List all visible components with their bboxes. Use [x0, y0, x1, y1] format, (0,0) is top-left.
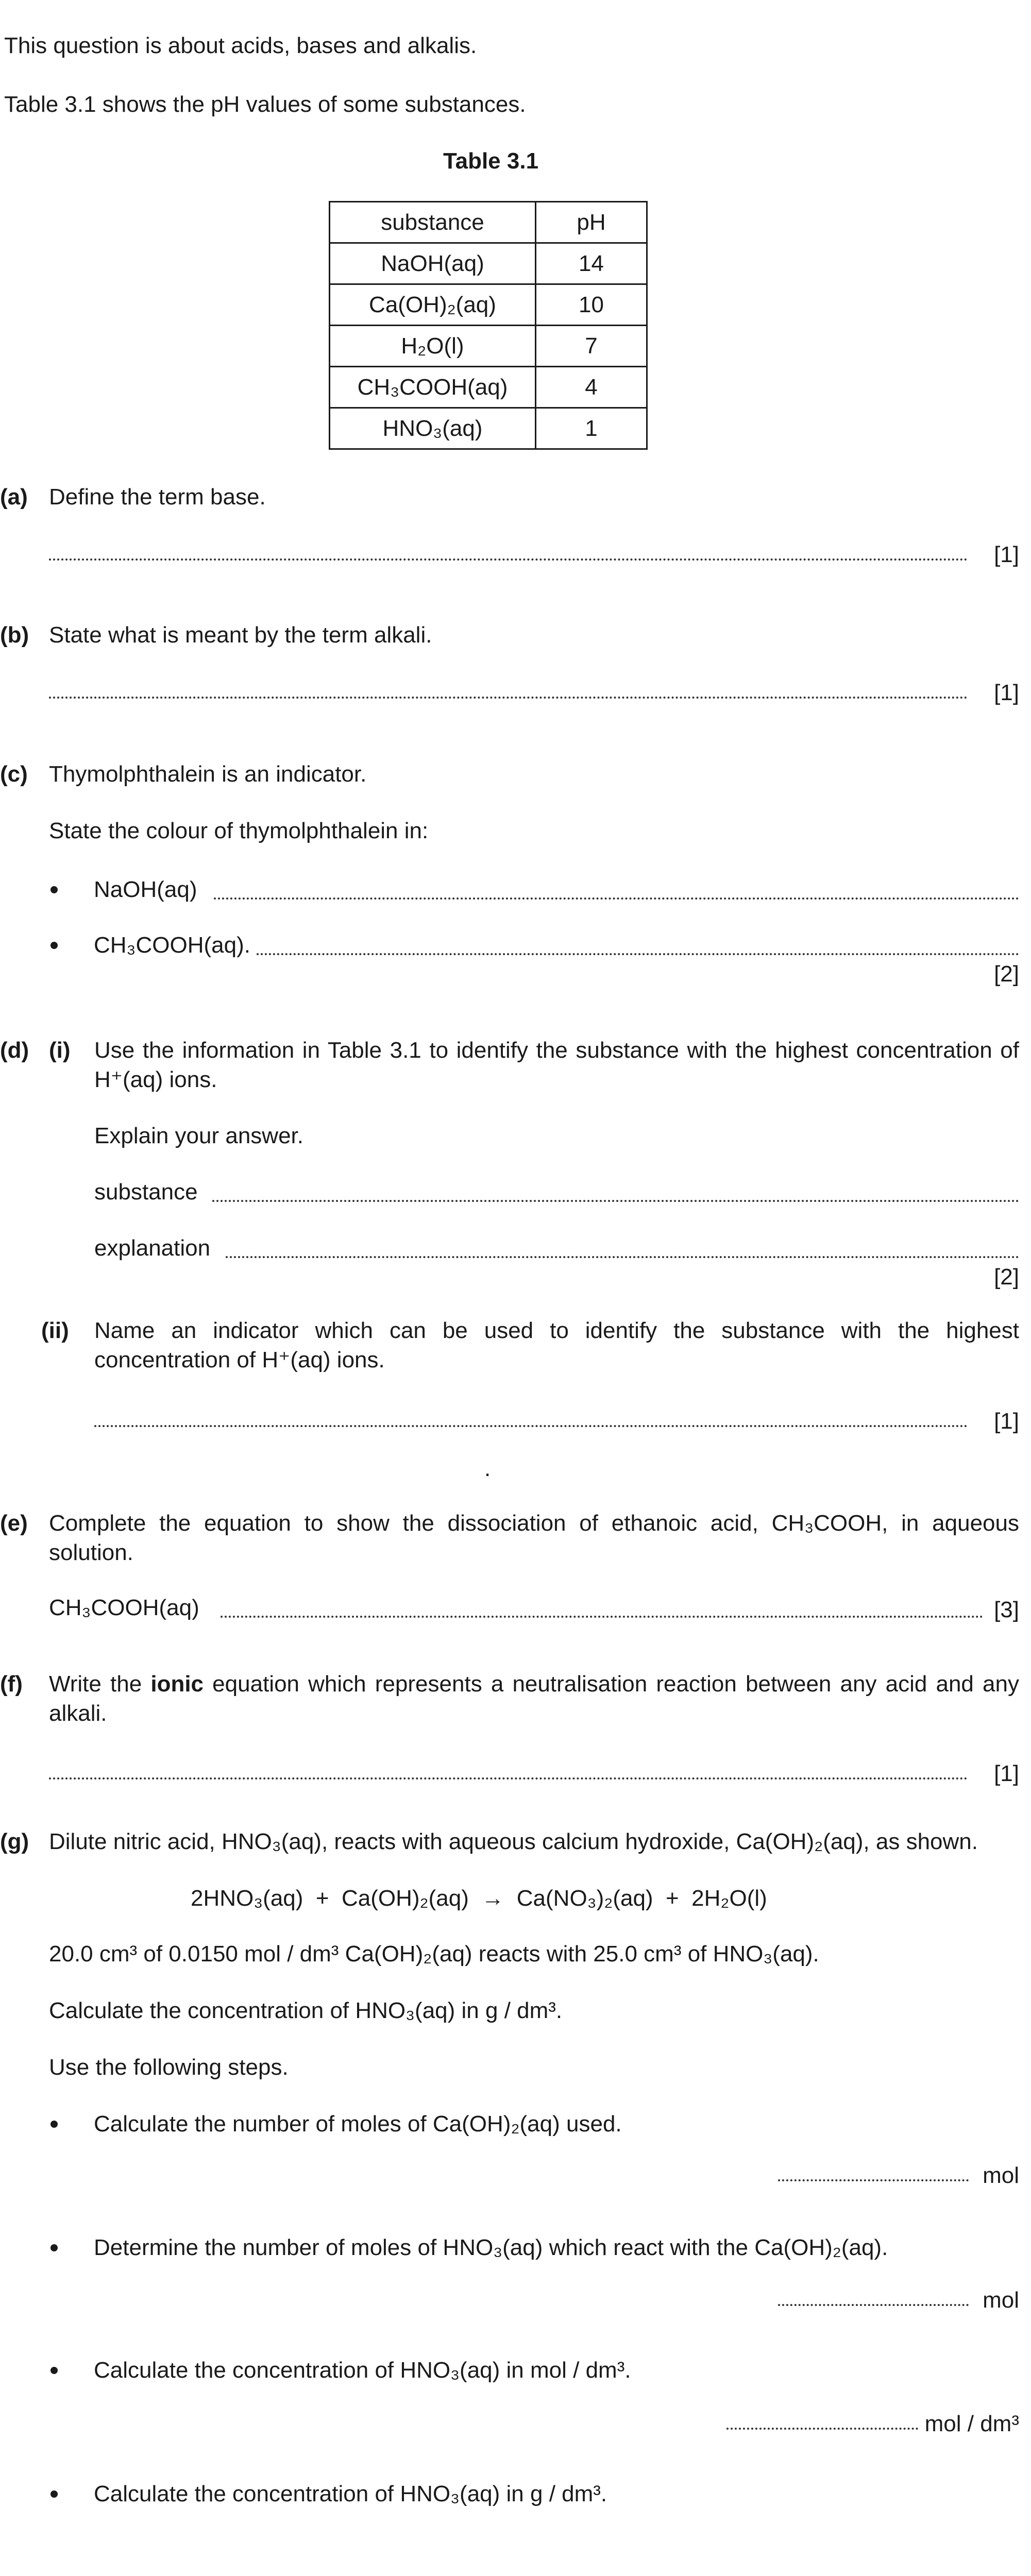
part-d-ii-answer-line[interactable] [94, 1425, 968, 1427]
step-2-answer-line[interactable] [778, 2304, 969, 2306]
part-g-equation: 2HNO₃(aq) + Ca(OH)₂(aq) → Ca(NO₃)₂(aq) + 2H₂O(l) [191, 1886, 767, 1911]
part-g-step-4: Calculate the concentration of HNO₃(aq) in g / dm³. [94, 2481, 607, 2506]
part-a-answer-line[interactable] [49, 558, 968, 561]
table-cell-ph: 10 [536, 284, 647, 326]
step-3-unit: mol / dm³ [924, 2411, 1019, 2436]
table-cell-ph: 7 [536, 326, 647, 367]
part-b-question: State what is meant by the term alkali. [49, 622, 432, 648]
part-c-answer-line-naoh[interactable] [214, 897, 1019, 900]
part-e-question: Complete the equation to show the dissociation of ethanoic acid, CH₃COOH, in aqueous solution. [49, 1511, 1019, 1566]
part-d-ii-marks: [1] [994, 1409, 1019, 1434]
table-cell-substance: H₂O(l) [330, 326, 536, 367]
bullet-icon [50, 886, 58, 893]
part-d-i-question: Use the information in Table 3.1 to identify the substance with the highest concentration of H⁺(aq) ions. [94, 1038, 1019, 1093]
part-f-marks: [1] [994, 1761, 1019, 1786]
part-d-ii-label: (ii) [41, 1318, 69, 1343]
part-c-prompt: State the colour of thymolphthalein in: [49, 818, 429, 843]
substance-label: substance [94, 1179, 198, 1205]
part-c-answer-line-ch3cooh[interactable] [257, 953, 1019, 955]
table-title: Table 3.1 [443, 148, 539, 174]
ph-table [329, 201, 648, 450]
part-f-text-post: equation which represents a neutralisation reaction between any acid and any alkali. [49, 1671, 1020, 1726]
part-g-step-1: Calculate the number of moles of Ca(OH)₂(aq) used. [94, 2111, 622, 2137]
part-c-marks: [2] [994, 961, 1019, 987]
part-f-answer-line[interactable] [49, 1777, 968, 1780]
part-g-calculate: Calculate the concentration of HNO₃(aq) in g / dm³. [49, 1998, 563, 2023]
column-header-ph: pH [536, 202, 647, 243]
table-cell-substance: HNO₃(aq) [330, 408, 536, 449]
part-g-question: Dilute nitric acid, HNO₃(aq), reacts with aqueous calcium hydroxide, Ca(OH)₂(aq), as shown. [49, 1829, 978, 1854]
bullet-icon [50, 2367, 58, 2374]
part-e-marks: [3] [994, 1597, 1019, 1622]
table-row [330, 408, 647, 449]
table-row [330, 243, 647, 284]
part-b-answer-line[interactable] [49, 697, 968, 699]
part-d-ii-question: Name an indicator which can be used to identify the substance with the highest concentration of H⁺(aq) ions. [94, 1318, 1019, 1373]
part-d-i-explanation-line[interactable] [226, 1256, 1019, 1258]
step-1-answer-line[interactable] [778, 2179, 969, 2181]
part-d-i-substance-line[interactable] [212, 1200, 1019, 1202]
part-d-label: (d) [0, 1038, 29, 1063]
bullet-icon [50, 2121, 58, 2128]
explanation-label: explanation [94, 1235, 211, 1261]
table-row [330, 326, 647, 367]
table-cell-ph: 14 [536, 243, 647, 284]
step-3-answer-line[interactable] [726, 2428, 918, 2430]
table-reference-text: Table 3.1 shows the pH values of some substances. [4, 92, 526, 117]
part-f-question [49, 1669, 1019, 1728]
part-c-bullet-naoh: NaOH(aq) [94, 877, 197, 902]
part-g-data-line: 20.0 cm³ of 0.0150 mol / dm³ Ca(OH)₂(aq) reacts with 25.0 cm³ of HNO₃(aq). [49, 1941, 819, 1967]
part-e-label: (e) [0, 1511, 28, 1536]
stray-dot: . [484, 1456, 491, 1481]
bullet-icon [50, 2244, 58, 2251]
table-row [330, 284, 647, 326]
part-g-steps-intro: Use the following steps. [49, 2055, 289, 2080]
table-cell-substance: NaOH(aq) [330, 243, 536, 284]
part-d-i-label: (i) [49, 1038, 71, 1063]
table-cell-ph: 1 [536, 408, 647, 449]
intro-text: This question is about acids, bases and alkalis. [4, 33, 477, 58]
table-header-row [330, 202, 647, 243]
part-d-i-marks: [2] [994, 1264, 1019, 1290]
part-d-i-explain: Explain your answer. [94, 1123, 303, 1148]
part-b-marks: [1] [994, 680, 1019, 705]
table-cell-substance: Ca(OH)₂(aq) [330, 284, 536, 326]
part-f-text-pre: Write the [49, 1671, 151, 1697]
bullet-icon [50, 2490, 58, 2498]
part-c-label: (c) [0, 761, 28, 787]
column-header-substance: substance [330, 202, 536, 243]
part-g-label: (g) [0, 1829, 29, 1854]
part-g-step-3: Calculate the concentration of HNO₃(aq) in mol / dm³. [94, 2358, 631, 2383]
table-cell-substance: CH₃COOH(aq) [330, 367, 536, 408]
part-c-statement: Thymolphthalein is an indicator. [49, 761, 367, 787]
part-e-equation-lhs: CH₃COOH(aq) [49, 1595, 199, 1620]
table-cell-ph: 4 [536, 367, 647, 408]
part-a-question: Define the term base. [49, 484, 266, 510]
part-e-answer-line[interactable] [221, 1616, 983, 1618]
step-2-unit: mol [983, 2287, 1019, 2313]
part-f-label: (f) [0, 1671, 23, 1697]
part-c-bullet-ch3cooh: CH₃COOH(aq). [94, 933, 250, 958]
bullet-icon [50, 942, 58, 949]
part-a-marks: [1] [994, 542, 1019, 567]
part-a-label: (a) [0, 484, 28, 510]
part-f-text-bold: ionic [150, 1671, 204, 1697]
part-g-step-2: Determine the number of moles of HNO₃(aq) which react with the Ca(OH)₂(aq). [94, 2235, 888, 2260]
part-b-label: (b) [0, 622, 29, 648]
table-row [330, 367, 647, 408]
step-1-unit: mol [983, 2163, 1019, 2188]
